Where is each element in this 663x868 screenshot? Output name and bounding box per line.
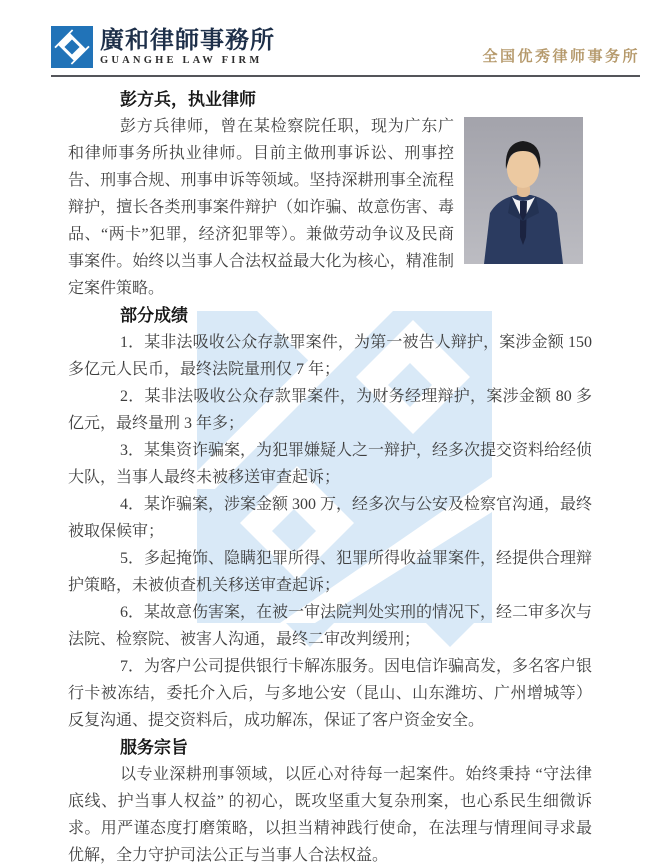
mission-paragraph: 以专业深耕刑事领域，以匠心对待每一起案件。始终秉持 “守法律底线、护当事人权益” 的初心，既攻坚重大复杂刑案，也心系民生细微诉求。用严谨态度打磨策略，以担当精神践行使命，在法理与情理间寻求最优解，全力守护司法公正与当事人合法权益。 — [68, 766, 592, 864]
firm-name-en: GUANGHE LAW FIRM — [100, 54, 263, 66]
lawyer-title-heading: 彭方兵，执业律师 — [120, 90, 256, 109]
intro-text: 彭方兵律师，曾在某检察院任职，现为广东广和律师事务所执业律师。目前主做刑事诉讼、刑事控告、刑事合规、刑事申诉等领域。坚持深耕刑事全流程辩护，擅长各类刑事案件辩护（如诈骗、故意伤害、毒品、“两卡”犯罪，经济犯罪等）。兼做劳动争议及民商事案件。始终以当事人合法权益最大化为核心，精准制定案件策略。 — [68, 118, 454, 297]
achievement-item: 7．为客户公司提供银行卡解冻服务。因电信诈骗高发，多名客户银行卡被冻结，委托介入后，与多地公安（昆山、山东潍坊、广州增城等）反复沟通、提交资料后，成功解冻，保证了客户资金安全。 — [68, 658, 593, 729]
achievement-item: 1．某非法吸收公众存款罪案件，为第一被告人辩护，案涉金额 150 多亿元人民币，最终法院量刑仅 7 年； — [68, 334, 592, 378]
mission-heading: 服务宗旨 — [120, 738, 188, 757]
achievement-item: 6．某故意伤害案，在被一审法院判处实刑的情况下，经二审多次与法院、检察院、被害人沟通，最终二审改判缓刑； — [68, 604, 593, 648]
firm-logo — [51, 26, 275, 68]
firm-name-zh: 廣和律師事務所 — [100, 27, 275, 54]
logo-diamond-g-icon — [51, 26, 93, 68]
lawyer-photo — [464, 117, 583, 264]
firm-name-block — [100, 28, 275, 67]
page-header — [51, 26, 640, 77]
intro-paragraph — [68, 113, 592, 302]
achievements-heading: 部分成绩 — [120, 306, 188, 325]
achievement-item: 5．多起掩饰、隐瞒犯罪所得、犯罪所得收益罪案件，经提供合理辩护策略，未被侦查机关移送审查起诉； — [68, 550, 593, 594]
national-honor-label: 全国优秀律师事务所 — [482, 48, 640, 65]
document-body — [68, 77, 592, 868]
achievement-item: 3．某集资诈骗案，为犯罪嫌疑人之一辩护，经多次提交资料给经侦大队，当事人最终未被移送审查起诉； — [68, 442, 593, 486]
achievement-item: 2．某非法吸收公众存款罪案件，为财务经理辩护，案涉金额 80 多亿元，最终量刑 3 年多； — [68, 388, 592, 432]
achievement-item: 4．某诈骗案，涉案金额 300 万，经多次与公安及检察官沟通，最终被取保候审； — [68, 496, 593, 540]
